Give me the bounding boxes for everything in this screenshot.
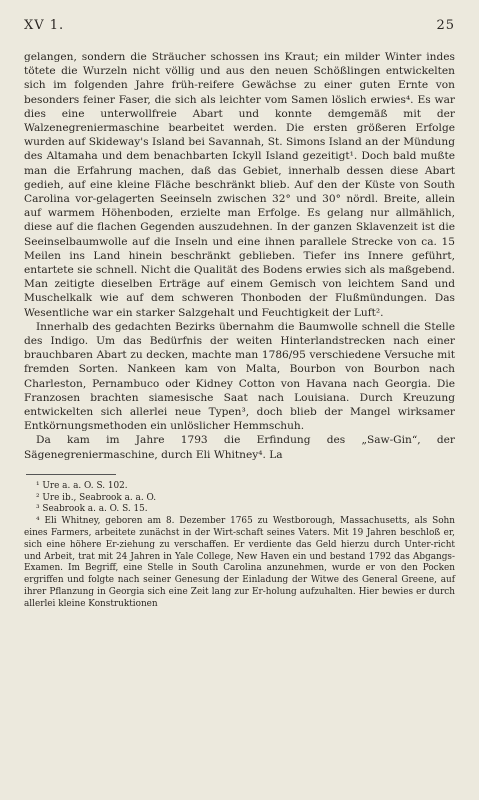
paragraph-2: Innerhalb des gedachten Bezirks übernahm die Baumwolle schnell die Stelle des Indigo. Um das Bedürfnis der weiten Hinterlandstrecken nach einer brauchbaren Abart zu decken, machte man 1786/95 verschiedene Versuche mit fremden Sorten. Nankeen kam von Malta, Bourbon von Bourbon nach Charleston, Pernambuco oder Kidney Cotton von Havana nach Georgia. Die Franzosen brachten siamesische Saat nach Louisiana. Durch Kreuzung entwickelten sich allerlei neue Typen³, doch blieb der Mangel wirksamer Entkörnungsmethoden ein unlöslicher Hemmschuh. <box>24 320 455 433</box>
footnote-4: ⁴ Eli Whitney, geboren am 8. Dezember 1765 zu Westborough, Massachusetts, als Sohn eines Farmers, arbeitete zunächst in der Wirt-schaft seines Vaters. Mit 19 Jahren beschloß er, sich eine höhere Er-ziehung zu verschaffen. Er verdiente das Geld hierzu durch Unter-richt und Arbeit, trat mit 24 Jahren in Yale College, New Haven ein und bestand 1792 das Abgangs-Examen. Im Begriff, eine Stelle in South Carolina anzunehmen, wurde er von den Pocken ergriffen und folgte nach seiner Genesung der Einladung der Witwe des General Greene, auf ihrer Pflanzung in Georgia sich eine Zeit lang zur Er-holung aufzuhalten. Hier bewies er durch allerlei kleine Konstruktionen <box>24 516 455 609</box>
main-text <box>24 50 455 462</box>
running-header <box>24 18 455 38</box>
paragraph-3: Da kam im Jahre 1793 die Erfindung des „Saw-Gin“, der Sägenegreniermaschine, durch Eli Whitney⁴. La <box>24 434 455 461</box>
footnote-3: ³ Seabrook a. a. O. S. 15. <box>36 504 148 515</box>
footnote-1: ¹ Ure a. a. O. S. 102. <box>36 480 128 491</box>
footnote-divider <box>26 474 116 475</box>
paragraph-1: gelangen, sondern die Sträucher schossen ins Kraut; ein milder Winter indes tötete die Wurzeln nicht völlig und aus den neuen Schößlingen entwickelten sich im folgenden Jahre früh-reifere Gewächse zu einer guten Ernte von besonders feiner Faser, die sich als leichter vom Samen löslich erwies⁴. Es war dies eine unterwollfreie Abart und konnte demgemäß mit der Walzenegreniermaschine bearbeitet werden. Die ersten größeren Erfolge wurden auf Skideway's Island bei Savannah, St. Simons Island an der Mündung des Altamaha und dem benachbarten Ickyll Island gezeitigt¹. Doch bald mußte man die Erfahrung machen, daß das Gebiet, innerhalb dessen diese Abart gedieh, auf eine kleine Fläche beschränkt blieb. Auf den der Küste von South Carolina vor-gelagerten Seeinseln zwischen 32° und 30° nördl. Breite, allein auf warmem Höhenboden, erzielte man Erfolge. Es gelang nur allmählich, diese auf die flachen Gegenden auszudehnen. In der ganzen Sklavenzeit ist die Seeinselbaumwolle auf die Inseln und eine ihnen parallele Strecke von ca. 15 Meilen ins Land hinein beschränkt geblieben. Tiefer ins Innere geführt, entartete sie schnell. Nicht die Qualität des Bodens erwies sich als maßgebend. Man zeitigte dieselben Erträge auf einem Gemisch von leichtem Sand und Muschelkalk wie auf dem schweren Thonboden der Flußmündungen. Das Wesentliche war ein starker Salzgehalt und Feuchtigkeit der Luft². <box>24 51 455 319</box>
section-marker: XV 1. <box>24 18 65 33</box>
footnote-2: ² Ure ib., Seabrook a. a. O. <box>36 492 157 503</box>
footnotes <box>24 481 455 611</box>
page-number: 25 <box>436 18 455 33</box>
